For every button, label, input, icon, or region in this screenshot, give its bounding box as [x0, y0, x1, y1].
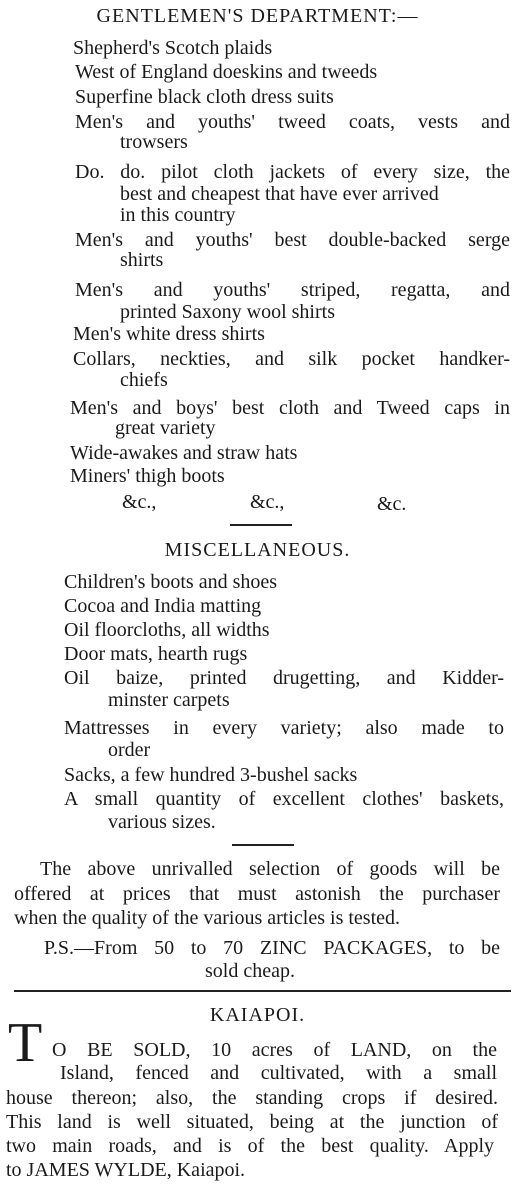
list-item: Miners' thigh boots: [70, 465, 225, 487]
list-item: Do. do. pilot cloth jackets of every size, the: [75, 161, 510, 183]
list-item: Mattresses in every variety; also made to: [64, 717, 504, 739]
etc-text: &c.: [377, 493, 407, 515]
list-item-continuation: order: [108, 739, 151, 761]
list-item: Cocoa and India matting: [64, 595, 262, 617]
notice-text: Island, fenced and cultivated, with a small: [60, 1062, 497, 1084]
list-item: Collars, neckties, and silk pocket handker-: [73, 348, 510, 370]
list-item-continuation: best and cheapest that have ever arrived: [120, 183, 439, 205]
postscript-text: P.S.—From 50 to 70 ZINC PACKAGES, to be: [44, 937, 500, 959]
section-divider: [230, 524, 292, 526]
list-item-continuation: printed Saxony wool shirts: [120, 301, 335, 323]
list-item: Men's and youths' striped, regatta, and: [75, 279, 510, 301]
list-item: Children's boots and shoes: [64, 571, 278, 593]
section-divider: [14, 990, 511, 992]
kaiapoi-heading: KAIAPOI.: [209, 1004, 306, 1026]
closing-text: The above unrivalled selection of goods will be: [40, 858, 500, 880]
list-item: Wide-awakes and straw hats: [70, 442, 298, 464]
list-item: Men's white dress shirts: [73, 323, 265, 345]
closing-text: when the quality of the various articles is tested.: [14, 907, 401, 929]
list-item: Oil floorcloths, all widths: [64, 619, 270, 641]
etc-text: &c.,: [250, 491, 285, 513]
notice-text: This land is well situated, being at the junction of: [6, 1111, 498, 1133]
section-divider: [232, 844, 294, 846]
list-item-continuation: trowsers: [120, 131, 188, 153]
notice-text: two main roads, and is of the best quality. Apply: [6, 1135, 494, 1157]
list-item: Men's and youths' best double-backed serge: [75, 229, 510, 251]
closing-text: offered at prices that must astonish the purchaser: [14, 883, 500, 905]
notice-text: O BE SOLD, 10 acres of LAND, on the: [52, 1039, 497, 1061]
notice-text: house thereon; also, the standing crops if desired.: [6, 1087, 498, 1109]
list-item: Men's and youths' tweed coats, vests and: [75, 111, 510, 133]
list-item: Sacks, a few hundred 3-bushel sacks: [64, 764, 358, 786]
notice-text: to JAMES WYLDE, Kaiapoi.: [6, 1159, 246, 1181]
list-item: Superfine black cloth dress suits: [75, 86, 334, 108]
drop-cap-letter: T: [8, 1012, 43, 1074]
list-item-continuation: great variety: [115, 417, 216, 439]
list-item-continuation: chiefs: [120, 369, 168, 391]
list-item: Oil baize, printed drugetting, and Kidder-: [64, 667, 504, 689]
miscellaneous-heading: MISCELLANEOUS.: [164, 539, 351, 561]
list-item: West of England doeskins and tweeds: [75, 61, 378, 83]
list-item: A small quantity of excellent clothes' baskets,: [64, 788, 504, 810]
list-item-continuation: in this country: [120, 204, 236, 226]
list-item: Shepherd's Scotch plaids: [73, 37, 273, 59]
list-item: Men's and boys' best cloth and Tweed caps in: [70, 397, 510, 419]
list-item-continuation: shirts: [120, 249, 164, 271]
etc-text: &c.,: [122, 491, 157, 513]
postscript-text: sold cheap.: [205, 960, 295, 982]
gentlemens-department-heading: GENTLEMEN'S DEPARTMENT:—: [96, 5, 419, 27]
list-item-continuation: minster carpets: [108, 689, 230, 711]
list-item-continuation: various sizes.: [108, 811, 216, 833]
list-item: Door mats, hearth rugs: [64, 643, 248, 665]
